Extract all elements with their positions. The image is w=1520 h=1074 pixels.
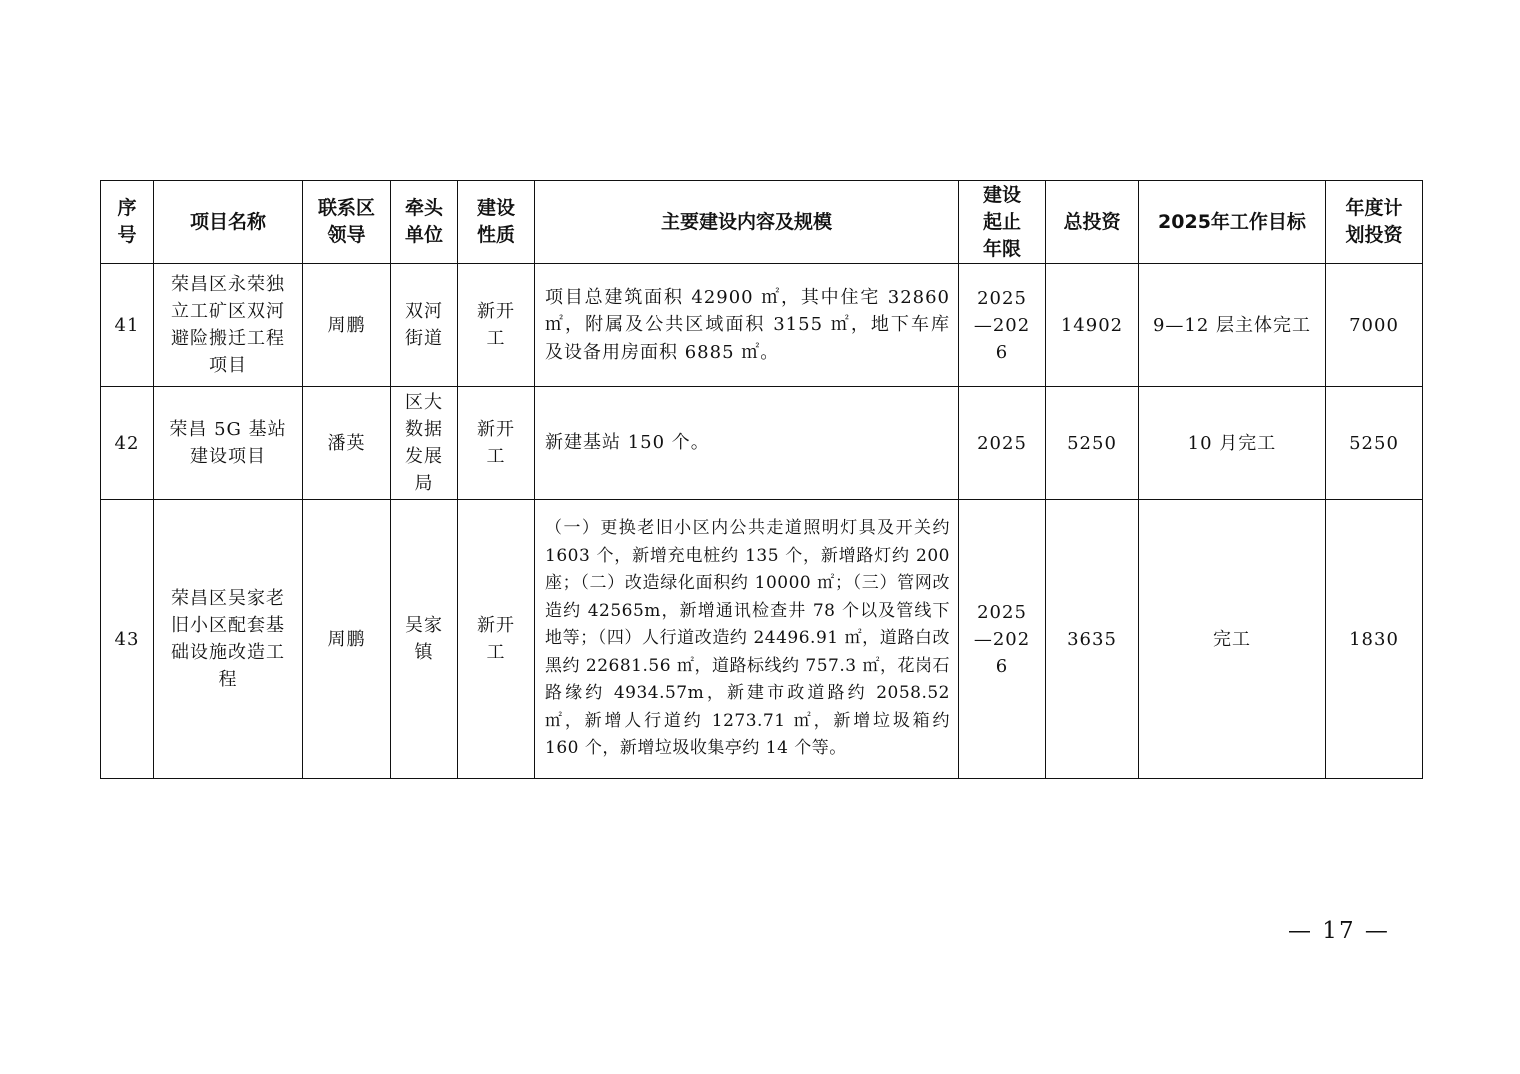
header-content: 主要建设内容及规模 xyxy=(535,181,959,264)
cell-annual: 1830 xyxy=(1326,500,1423,779)
cell-seq: 43 xyxy=(101,500,154,779)
cell-seq: 42 xyxy=(101,387,154,500)
header-goal: 2025年工作目标 xyxy=(1139,181,1326,264)
cell-total: 14902 xyxy=(1046,264,1139,387)
header-annual: 年度计划投资 xyxy=(1326,181,1423,264)
cell-content: （一）更换老旧小区内公共走道照明灯具及开关约 1603 个，新增充电桩约 135 个，新增路灯约 200 座；（二）改造绿化面积约 10000 ㎡；（三）管网改造约 42565m，新增通讯检查井 78 个以及管线下地等；（四）人行道改造约 24496.91 ㎡，道路白改黑约 22681.56 ㎡，道路标线约 757.3 ㎡，花岗石路缘约 4934.57m，新建市政道路约 2058.52 ㎡，新增人行道约 1273.71 ㎡，新增垃圾箱约 160 个，新增垃圾收集亭约 14 个等。 xyxy=(535,500,959,779)
header-unit: 牵头单位 xyxy=(391,181,458,264)
cell-leader: 潘英 xyxy=(303,387,391,500)
table-row xyxy=(101,264,1423,387)
cell-unit: 区大数据发展局 xyxy=(391,387,458,500)
cell-annual: 7000 xyxy=(1326,264,1423,387)
cell-goal: 9—12 层主体完工 xyxy=(1139,264,1326,387)
header-row xyxy=(101,181,1423,264)
cell-total: 5250 xyxy=(1046,387,1139,500)
table-row xyxy=(101,387,1423,500)
cell-content: 项目总建筑面积 42900 ㎡，其中住宅 32860 ㎡，附属及公共区域面积 3155 ㎡，地下车库及设备用房面积 6885 ㎡。 xyxy=(535,264,959,387)
cell-goal: 完工 xyxy=(1139,500,1326,779)
table-body xyxy=(101,264,1423,779)
cell-name: 荣昌区吴家老旧小区配套基础设施改造工程 xyxy=(154,500,303,779)
cell-name: 荣昌区永荣独立工矿区双河避险搬迁工程项目 xyxy=(154,264,303,387)
cell-nature: 新开工 xyxy=(458,387,535,500)
cell-leader: 周鹏 xyxy=(303,264,391,387)
header-leader: 联系区领导 xyxy=(303,181,391,264)
cell-unit: 吴家镇 xyxy=(391,500,458,779)
cell-period: 2025—2026 xyxy=(959,500,1046,779)
cell-leader: 周鹏 xyxy=(303,500,391,779)
project-table xyxy=(100,180,1423,779)
cell-name: 荣昌 5G 基站建设项目 xyxy=(154,387,303,500)
header-total: 总投资 xyxy=(1046,181,1139,264)
header-nature: 建设性质 xyxy=(458,181,535,264)
cell-period: 2025 xyxy=(959,387,1046,500)
cell-period: 2025—2026 xyxy=(959,264,1046,387)
cell-nature: 新开工 xyxy=(458,264,535,387)
cell-nature: 新开工 xyxy=(458,500,535,779)
header-seq: 序号 xyxy=(101,181,154,264)
table-header xyxy=(101,181,1423,264)
header-period: 建设起止年限 xyxy=(959,181,1046,264)
header-name: 项目名称 xyxy=(154,181,303,264)
cell-goal: 10 月完工 xyxy=(1139,387,1326,500)
cell-annual: 5250 xyxy=(1326,387,1423,500)
cell-total: 3635 xyxy=(1046,500,1139,779)
page-number: — 17 — xyxy=(1288,918,1390,944)
table-row xyxy=(101,500,1423,779)
cell-seq: 41 xyxy=(101,264,154,387)
cell-unit: 双河街道 xyxy=(391,264,458,387)
cell-content: 新建基站 150 个。 xyxy=(535,387,959,500)
